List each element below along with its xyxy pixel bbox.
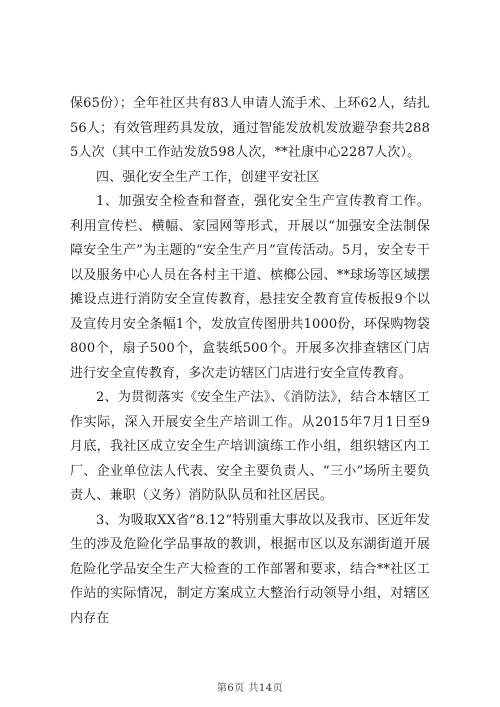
paragraph-continuation: 保65份）；全年社区共有83人申请人流手术、上环62人，结扎56人；有效管理药具发放，通过智能发放机发放避孕套共2885人次（其中工作站发放598人次，**社康中心2287人次）。 — [70, 96, 430, 160]
document-body — [70, 92, 430, 631]
paragraph-safety-inspection: 1、加强安全检查和督查，强化安全生产宣传教育工作。利用宣传栏、横幅、家园网等形式，开展以“加强安全法制保障安全生产”为主题的“安全生产月”宣传活动。5月，安全专干以及服务中心人员在各村主干道、槟榔公园、**球场等区域摆摊设点进行消防安全宣传教育，悬挂安全教育宣传板报9个以及宣传月安全条幅1个，发放宣传图册共1000份，环保购物袋800个，扇子500个，盒装纸500个。开展多次排查辖区门店进行安全宣传教育，多次走访辖区门店进行安全宣传教育。 — [70, 194, 430, 381]
paragraph-safety-training: 2、为贯彻落实《安全生产法》、《消防法》，结合本辖区工作实际，深入开展安全生产培训工作。从2015年7月1日至9月底，我社区成立安全生产培训演练工作小组，组织辖区内工厂、企业单位法人代表、安全主要负责人、“三小”场所主要负责人、兼职（义务）消防队队员和社区居民。 — [70, 390, 430, 503]
section-heading-safety: 四、强化安全生产工作，创建平安社区 — [96, 169, 320, 185]
page-number-footer: 第6页 共14页 — [216, 683, 284, 694]
paragraph-hazardous-chemicals: 3、为吸取XX省“8.12”特别重大事故以及我市、区近年发生的涉及危险化学品事故的教训，根据市区以及东湖街道开展危险化学品安全生产大检查的工作部署和要求，结合**社区工作站的实际情况，制定方案成立大整治行动领导小组，对辖区内存在 — [70, 512, 430, 626]
